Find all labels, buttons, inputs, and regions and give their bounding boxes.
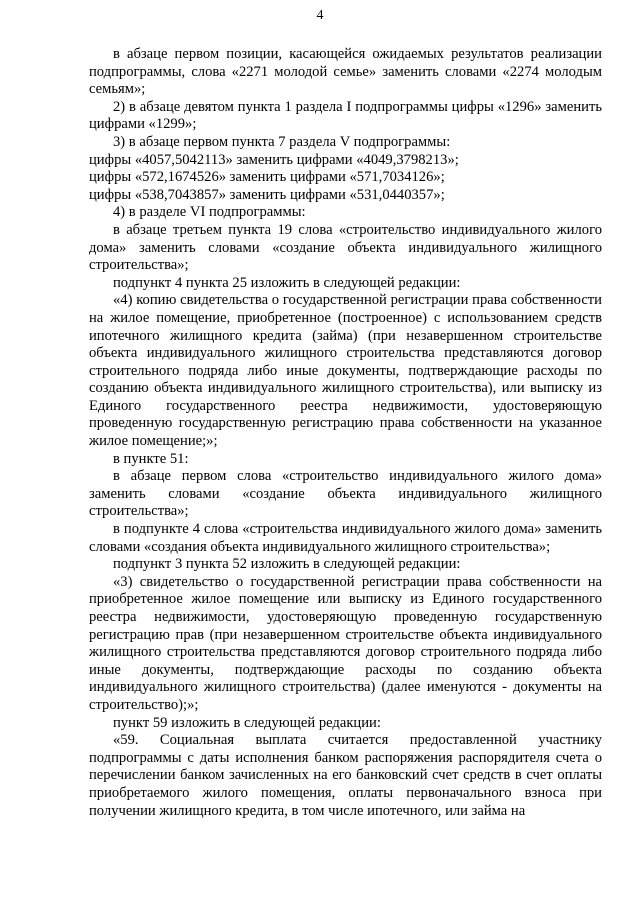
paragraph-14: подпункт 3 пункта 52 изложить в следующей редакции: xyxy=(113,556,461,573)
paragraph-16: пункт 59 изложить в следующей редакции: xyxy=(113,714,381,731)
paragraph-13: в подпункте 4 слова «строительства индивидуального жилого дома» заменить словами «создания объекта индивидуального жилищного строительства»; xyxy=(89,521,602,555)
paragraph-6: цифры «538,7043857» заменить цифрами «531,0440357»; xyxy=(89,186,445,203)
page-number: 4 xyxy=(316,8,324,23)
paragraph-2: 2) в абзаце девятом пункта 1 раздела I подпрограммы цифры «1296» заменить цифрами «1299»; xyxy=(89,98,602,133)
paragraph-17: «59. Социальная выплата считается предоставленной участнику подпрограммы с даты исполнения банком распоряжения распорядителя счета о перечислении банком зачисленных на его банковский счет средств в счет оплаты приобретаемого жилого помещения, оплаты первоначального взноса при получении жилищного кредита, в том числе ипотечного, или займа на xyxy=(89,732,602,819)
paragraph-7: 4) в разделе VI подпрограммы: xyxy=(113,204,306,221)
paragraph-11: в пункте 51: xyxy=(113,450,189,467)
paragraph-4: цифры «4057,5042113» заменить цифрами «4049,3798213»; xyxy=(89,151,459,168)
paragraph-12: в абзаце первом слова «строительство индивидуального жилого дома» заменить словами «создание объекта индивидуального жилищного строительства»; xyxy=(89,468,602,520)
paragraph-3: 3) в абзаце первом пункта 7 раздела V подпрограммы: xyxy=(113,133,451,150)
paragraph-8: в абзаце третьем пункта 19 слова «строительство индивидуального жилого дома» заменить словами «создание объекта индивидуального жилищного строительства»; xyxy=(89,221,602,274)
paragraph-15: «3) свидетельство о государственной регистрации права собственности на приобретенное жилое помещение или выписку из Единого государственного реестра недвижимости, удостоверяющую проведенную государственную регистрацию прав (при незавершенном строительстве объекта индивидуального жилищного строительства представляются договор строительного подряда либо иные документы, подтверждающие расходы по созданию объекта индивидуального жилищного строительства) (далее именуются - документы на строительство);»; xyxy=(89,573,602,713)
paragraph-5: цифры «572,1674526» заменить цифрами «571,7034126»; xyxy=(89,169,445,186)
paragraph-1: в абзаце первом позиции, касающейся ожидаемых результатов реализации подпрограммы, слова «2271 молодой семье» заменить словами «2274 молодым семьям»; xyxy=(89,46,602,98)
paragraph-10: «4) копию свидетельства о государственной регистрации права собственности на жилое помещение, приобретенное (построенное) с использованием средств ипотечного жилищного кредита (займа) (при незавершенном строительстве объекта индивидуального жилищного строительства представляются договор строительного подряда либо иные документы, подтверждающие расходы по созданию объекта индивидуального жилищного строительства), или выписку из Единого государственного реестра недвижимости, удостоверяющую проведенную государственную регистрацию права собственности на указанное жилое помещение;»; xyxy=(89,292,602,450)
paragraph-9: подпункт 4 пункта 25 изложить в следующей редакции: xyxy=(113,274,461,291)
